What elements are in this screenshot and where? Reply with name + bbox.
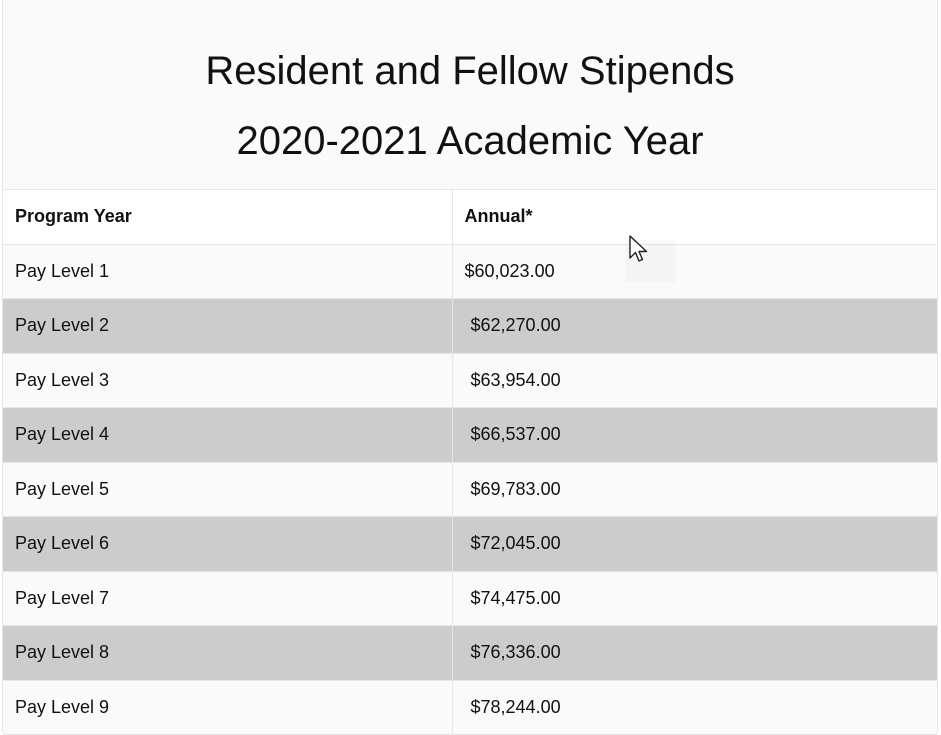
annual-amount-cell: $76,336.00: [452, 626, 937, 681]
annual-amount-cell: $62,270.00: [452, 299, 937, 354]
annual-amount-cell: $60,023.00: [452, 244, 937, 299]
table-row: [3, 299, 937, 354]
title-block: [3, 0, 937, 190]
annual-amount-cell: $74,475.00: [452, 571, 937, 626]
stipend-document: [2, 0, 938, 733]
page-subtitle: 2020-2021 Academic Year: [236, 119, 704, 163]
table-row: [3, 571, 937, 626]
program-year-cell: Pay Level 9: [3, 680, 452, 735]
mouse-pointer-icon: [628, 234, 650, 264]
table-row: [3, 680, 937, 735]
table-header-row: [3, 190, 937, 244]
program-year-cell: Pay Level 5: [3, 462, 452, 517]
column-header-annual: Annual*: [452, 190, 937, 244]
program-year-cell: Pay Level 7: [3, 571, 452, 626]
annual-amount-cell: $66,537.00: [452, 408, 937, 463]
program-year-cell: Pay Level 1: [3, 244, 452, 299]
program-year-cell: Pay Level 6: [3, 517, 452, 572]
page-title: Resident and Fellow Stipends: [205, 49, 735, 93]
table-row: [3, 244, 937, 299]
table-row: [3, 353, 937, 408]
annual-amount-cell: $63,954.00: [452, 353, 937, 408]
table-row: [3, 517, 937, 572]
annual-amount-cell: $78,244.00: [452, 680, 937, 735]
program-year-cell: Pay Level 8: [3, 626, 452, 681]
table-row: [3, 462, 937, 517]
program-year-cell: Pay Level 4: [3, 408, 452, 463]
table-row: [3, 408, 937, 463]
column-header-program-year: Program Year: [3, 190, 452, 244]
table-row: [3, 626, 937, 681]
program-year-cell: Pay Level 3: [3, 353, 452, 408]
program-year-cell: Pay Level 2: [3, 299, 452, 354]
stipend-table: [3, 190, 937, 735]
annual-amount-cell: $72,045.00: [452, 517, 937, 572]
annual-amount-cell: $69,783.00: [452, 462, 937, 517]
